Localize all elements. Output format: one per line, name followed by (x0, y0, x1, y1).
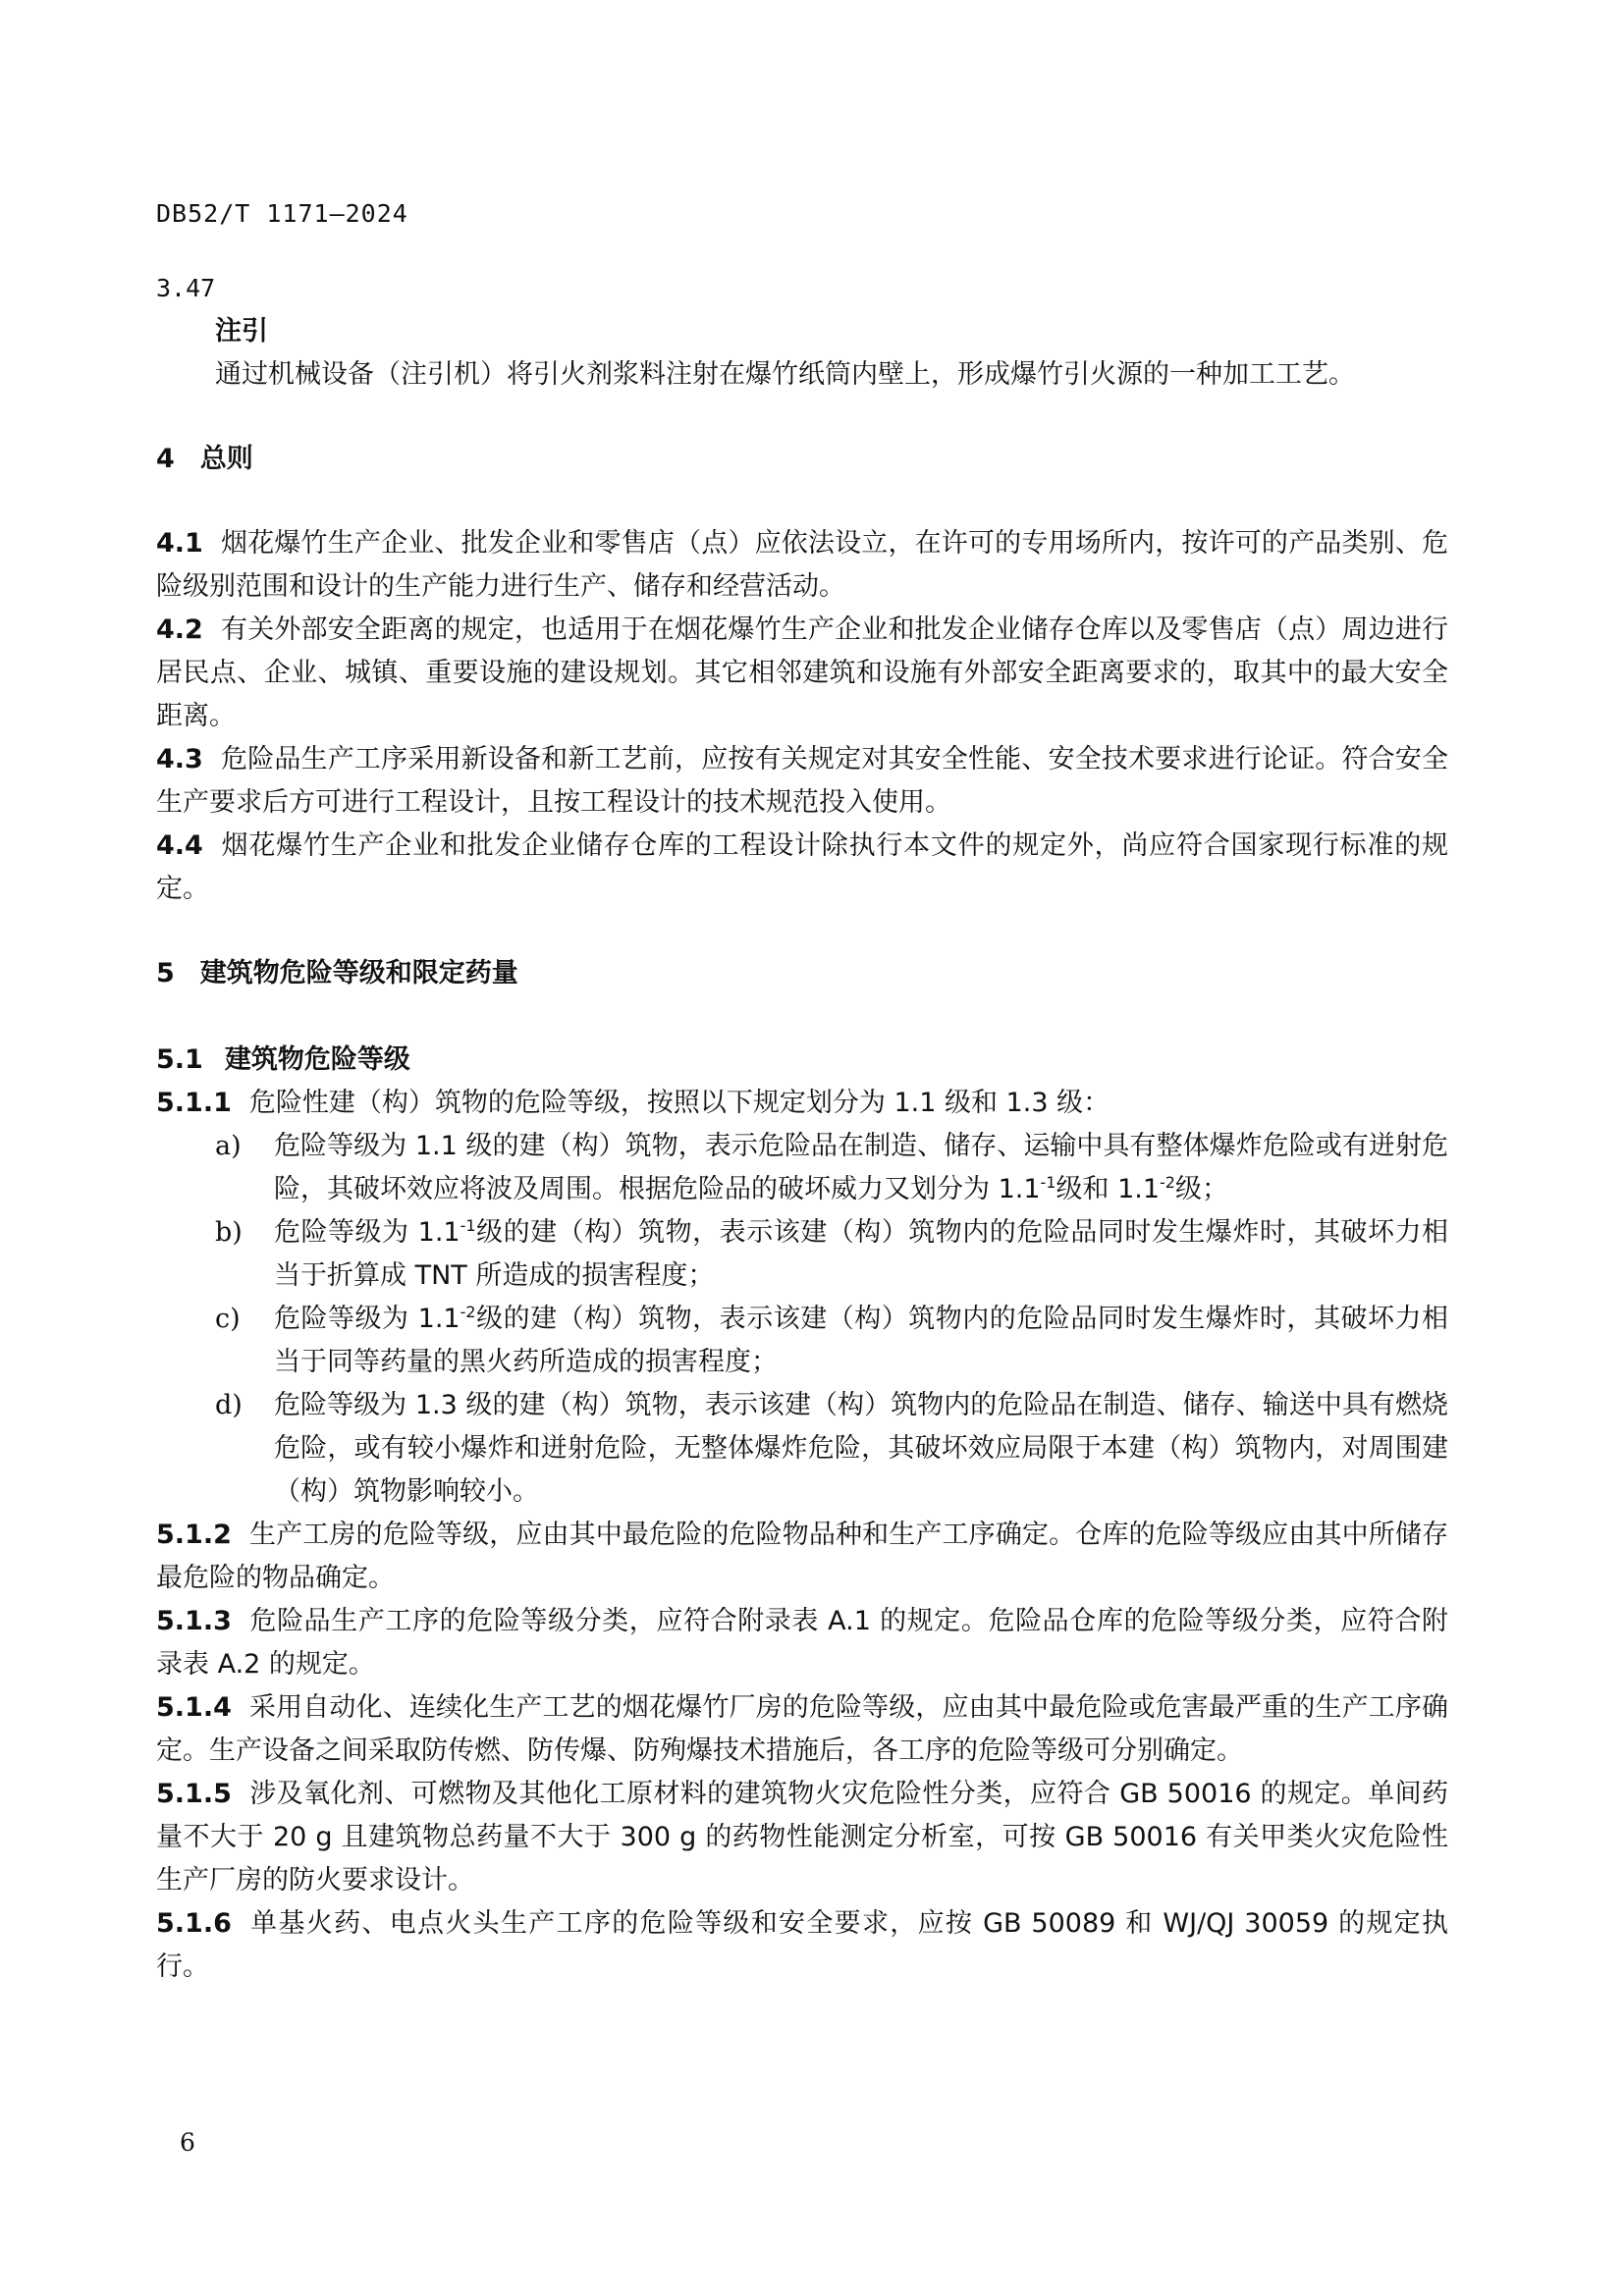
clause-number: 5.1.1 (156, 1088, 232, 1118)
section-title: 总则 (199, 444, 253, 474)
section-title: 建筑物危险等级和限定药量 (199, 958, 518, 988)
clause-number: 4.1 (156, 528, 203, 559)
section-5-body (156, 1039, 1448, 1989)
clause-number: 5.1.4 (156, 1692, 232, 1723)
item-text: 级的建（构）筑物，表示该建（构）筑物内的危险品同时发生爆炸时，其破坏力相当于同等药量的黑火药所造成的损害程度； (274, 1304, 1449, 1377)
item-text: 级的建（构）筑物，表示该建（构）筑物内的危险品同时发生爆炸时，其破坏力相当于折算成 TNT 所造成的损害程度； (274, 1217, 1449, 1291)
item-text: 危险等级为 1.1 (274, 1217, 460, 1248)
clause-text: 单基火药、电点火头生产工序的危险等级和安全要求，应按 GB 50089 和 WJ/QJ 30059 的规定执行。 (156, 1908, 1448, 1982)
clause-number: 4.2 (156, 614, 203, 645)
clause-text: 烟花爆竹生产企业、批发企业和零售店（点）应依法设立，在许可的专用场所内，按许可的产品类别、危险级别范围和设计的生产能力进行生产、储存和经营活动。 (156, 528, 1448, 602)
superscript: -2 (1160, 1173, 1175, 1192)
list-item-c (156, 1298, 1448, 1384)
term-definition: 通过机械设备（注引机）将引火剂浆料注射在爆竹纸筒内壁上，形成爆竹引火源的一种加工工艺。 (215, 359, 1355, 390)
list-item-a (156, 1125, 1448, 1211)
clause-5-1-1 (156, 1082, 1448, 1125)
item-text: 级和 1.1 (1056, 1174, 1161, 1204)
clause-text: 危险性建（构）筑物的危险等级，按照以下规定划分为 1.1 级和 1.3 级： (248, 1088, 1110, 1118)
clause-5-1-4 (156, 1686, 1448, 1773)
document-id: DB52/T 1171—2024 (156, 199, 408, 228)
list-item-b (156, 1211, 1448, 1298)
clause-number: 4.4 (156, 830, 203, 861)
clause-5-1-6 (156, 1902, 1448, 1989)
item-text: 级； (1174, 1174, 1228, 1204)
item-text: 危险等级为 1.1 级的建（构）筑物，表示危险品在制造、储存、运输中具有整体爆炸危险或有迸射危险，其破坏效应将波及周围。根据危险品的破坏威力又划分为 1.1 (274, 1131, 1448, 1204)
list-item-label: d) (215, 1390, 243, 1420)
clause-text: 有关外部安全距离的规定，也适用于在烟花爆竹生产企业和批发企业储存仓库以及零售店（点）周边进行居民点、企业、城镇、重要设施的建设规划。其它相邻建筑和设施有外部安全距离要求的，取其中的最大安全距离。 (156, 614, 1448, 731)
page-number: 6 (180, 2128, 195, 2157)
list-item-label: a) (215, 1131, 242, 1161)
section-number: 5 (156, 958, 175, 988)
section-5-heading (156, 952, 1448, 995)
section-number: 4 (156, 444, 175, 474)
clause-text: 涉及氧化剂、可燃物及其他化工原材料的建筑物火灾危险性分类，应符合 GB 50016 的规定。单间药量不大于 20 g 且建筑物总药量不大于 300 g 的药物性能测定分析室，可按 GB 50016 有关甲类火灾危险性生产厂房的防火要求设计。 (156, 1779, 1448, 1896)
clause-4-1 (156, 522, 1448, 609)
section-4-heading (156, 438, 1448, 481)
section-4-body (156, 522, 1448, 911)
clause-4-2 (156, 609, 1448, 738)
clause-5-1-2 (156, 1514, 1448, 1600)
clause-text: 烟花爆竹生产企业和批发企业储存仓库的工程设计除执行本文件的规定外，尚应符合国家现行标准的规定。 (156, 830, 1448, 904)
clause-number: 5.1.2 (156, 1520, 232, 1550)
subsection-5-1-heading (156, 1039, 1448, 1082)
list-item-label: b) (215, 1217, 243, 1248)
clause-number: 4.3 (156, 744, 203, 774)
clause-number: 5.1.6 (156, 1908, 232, 1939)
clause-4-3 (156, 738, 1448, 825)
subsection-number: 5.1 (156, 1044, 203, 1075)
superscript: -2 (460, 1303, 476, 1321)
term-title: 注引 (215, 316, 268, 347)
clause-text: 生产工房的危险等级，应由其中最危险的危险物品种和生产工序确定。仓库的危险等级应由其中所储存最危险的物品确定。 (156, 1520, 1448, 1593)
clause-number: 5.1.3 (156, 1606, 232, 1636)
clause-5-1-5 (156, 1773, 1448, 1902)
list-item-label: c) (215, 1304, 241, 1334)
clause-text: 危险品生产工序的危险等级分类，应符合附录表 A.1 的规定。危险品仓库的危险等级分类，应符合附录表 A.2 的规定。 (156, 1606, 1448, 1680)
item-text: 危险等级为 1.3 级的建（构）筑物，表示该建（构）筑物内的危险品在制造、储存、输送中具有燃烧危险，或有较小爆炸和迸射危险，无整体爆炸危险，其破坏效应局限于本建（构）筑物内，对周围建（构）筑物影响较小。 (274, 1390, 1448, 1507)
item-text: 危险等级为 1.1 (274, 1304, 460, 1334)
superscript: -1 (1040, 1173, 1056, 1192)
clause-text: 危险品生产工序采用新设备和新工艺前，应按有关规定对其安全性能、安全技术要求进行论证。符合安全生产要求后方可进行工程设计，且按工程设计的技术规范投入使用。 (156, 744, 1448, 818)
superscript: -1 (460, 1216, 476, 1235)
term-number: 3.47 (156, 274, 216, 302)
clause-number: 5.1.5 (156, 1779, 232, 1809)
clause-text: 采用自动化、连续化生产工艺的烟花爆竹厂房的危险等级，应由其中最危险或危害最严重的生产工序确定。生产设备之间采取防传燃、防传爆、防殉爆技术措施后，各工序的危险等级可分别确定。 (156, 1692, 1448, 1766)
term-3-47 (156, 267, 1448, 397)
clause-4-4 (156, 825, 1448, 911)
list-item-d (156, 1384, 1448, 1514)
clause-5-1-3 (156, 1600, 1448, 1686)
subsection-title: 建筑物危险等级 (224, 1044, 410, 1075)
